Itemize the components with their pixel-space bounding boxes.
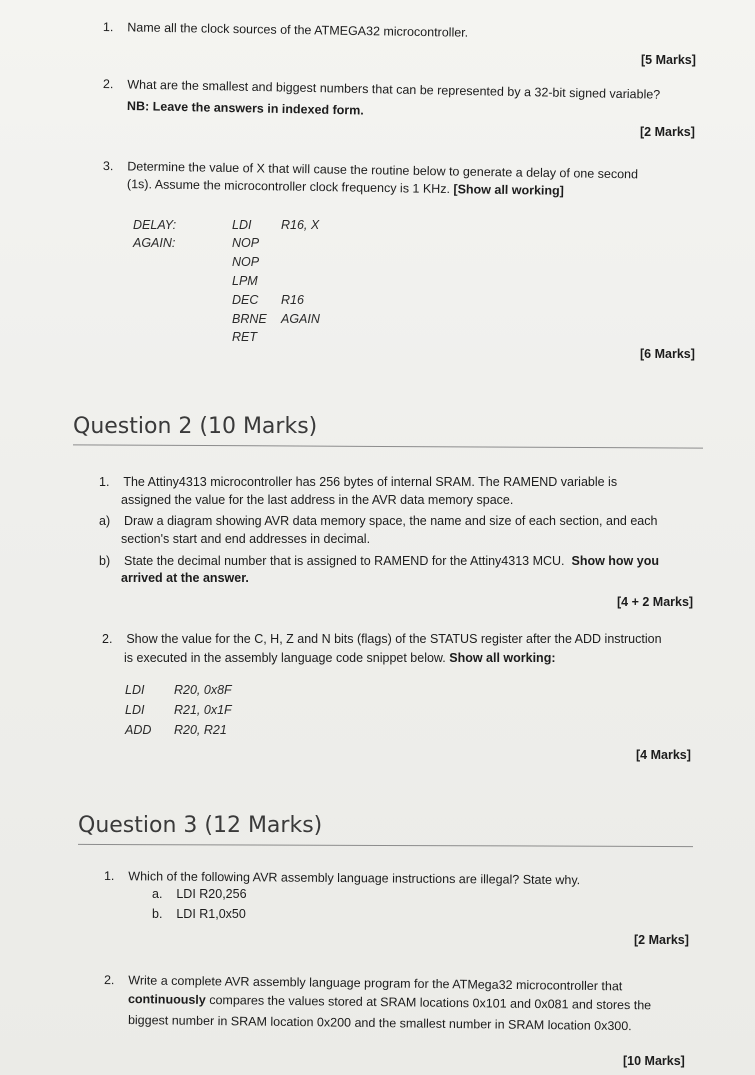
question-text: Determine the value of X that will cause the routine below to generate a delay of one second — [127, 159, 639, 182]
option-b — [152, 906, 246, 922]
code-arg: R21, 0x1F — [174, 703, 232, 717]
code-op: LPM — [232, 274, 258, 288]
question-instruction: [Show all working] — [453, 182, 564, 198]
question-text: Write a complete AVR assembly language program for the ATMega32 microcontroller that — [128, 973, 623, 994]
question-number: 3. — [102, 159, 114, 174]
question-note: NB: Leave the answers in indexed form. — [126, 99, 364, 118]
code-arg: R20, R21 — [174, 723, 227, 737]
subquestion-label: b) — [99, 554, 111, 568]
code-op: LDI — [232, 218, 252, 232]
option-label: a. — [152, 887, 163, 901]
question-2-2 — [102, 631, 662, 647]
code-op: LDI — [125, 683, 145, 697]
question-number: 1. — [102, 20, 114, 35]
code-arg: R16, X — [281, 218, 320, 232]
marks-label: [2 Marks] — [640, 125, 695, 139]
question-text: What are the smallest and biggest numbers that can be represented by a 32-bit signed variable? — [127, 77, 661, 102]
subquestion-instruction-line2: arrived at the answer. — [121, 571, 249, 585]
question-emphasis: continuously — [127, 992, 206, 1007]
question-number: 1. — [103, 869, 115, 884]
subquestion-text-line2: section's start and end addresses in decimal. — [121, 532, 371, 546]
code-op: NOP — [232, 236, 260, 250]
code-op: NOP — [232, 255, 260, 269]
code-op: ADD — [125, 723, 152, 737]
code-label: DELAY: — [133, 218, 177, 232]
question-text-part: (1s). Assume the microcontroller clock frequency is 1 KHz. — [126, 177, 454, 197]
code-op: RET — [232, 330, 257, 344]
code-arg: AGAIN — [281, 312, 320, 326]
question-number: 2. — [103, 973, 115, 988]
question-text-line2: assigned the value for the last address in the AVR data memory space. — [121, 493, 514, 507]
section-heading: Question 2 (10 Marks) — [73, 414, 318, 439]
code-op: LDI — [125, 703, 145, 717]
question-text-line2 — [124, 650, 556, 666]
question-2-1 — [99, 474, 617, 490]
question-text-line2 — [128, 991, 651, 1013]
section-heading: Question 3 (12 Marks) — [78, 813, 323, 838]
question-instruction: Show all working: — [449, 651, 556, 665]
subquestion-text: State the decimal number that is assigned to RAMEND for the Attiny4313 MCU. — [124, 554, 565, 568]
question-text: Which of the following AVR assembly language instructions are illegal? State why. — [128, 869, 581, 888]
marks-label: [5 Marks] — [641, 53, 696, 67]
subquestion-instruction: Show how you — [571, 554, 659, 568]
question-number: 2. — [102, 77, 114, 92]
code-label: AGAIN: — [133, 236, 176, 250]
code-arg: R16 — [281, 293, 304, 307]
subquestion-label: a) — [99, 514, 111, 528]
option-text: LDI R20,256 — [176, 887, 247, 901]
marks-label: [6 Marks] — [640, 347, 695, 361]
code-op: DEC — [232, 293, 259, 307]
subquestion-a — [99, 513, 657, 529]
option-label: b. — [152, 907, 163, 921]
option-a — [152, 886, 247, 902]
question-number: 2. — [102, 632, 113, 646]
marks-label: [10 Marks] — [623, 1054, 685, 1068]
marks-label: [4 + 2 Marks] — [617, 595, 694, 609]
question-text-line3: biggest number in SRAM location 0x200 and the smallest number in SRAM location 0x300. — [127, 1013, 632, 1034]
option-text: LDI R1,0x50 — [176, 907, 246, 921]
question-text: Name all the clock sources of the ATMEGA32 microcontroller. — [127, 20, 469, 40]
section-divider — [73, 444, 703, 448]
question-1-1 — [103, 19, 468, 41]
question-text-part: is executed in the assembly language code snippet below. — [124, 651, 446, 665]
marks-label: [4 Marks] — [636, 748, 691, 762]
marks-label: [2 Marks] — [634, 933, 689, 947]
subquestion-text: Draw a diagram showing AVR data memory space, the name and size of each section, and each — [124, 514, 658, 528]
question-text: Show the value for the C, H, Z and N bits (flags) of the STATUS register after the ADD instruction — [126, 632, 662, 646]
question-text: The Attiny4313 microcontroller has 256 bytes of internal SRAM. The RAMEND variable is — [123, 475, 618, 489]
question-text-part: compares the values stored at SRAM locations 0x101 and 0x081 and stores the — [209, 992, 652, 1013]
subquestion-b — [99, 553, 659, 569]
code-arg: R20, 0x8F — [174, 683, 232, 697]
code-op: BRNE — [232, 312, 267, 326]
section-divider — [78, 844, 693, 847]
question-number: 1. — [99, 475, 110, 489]
